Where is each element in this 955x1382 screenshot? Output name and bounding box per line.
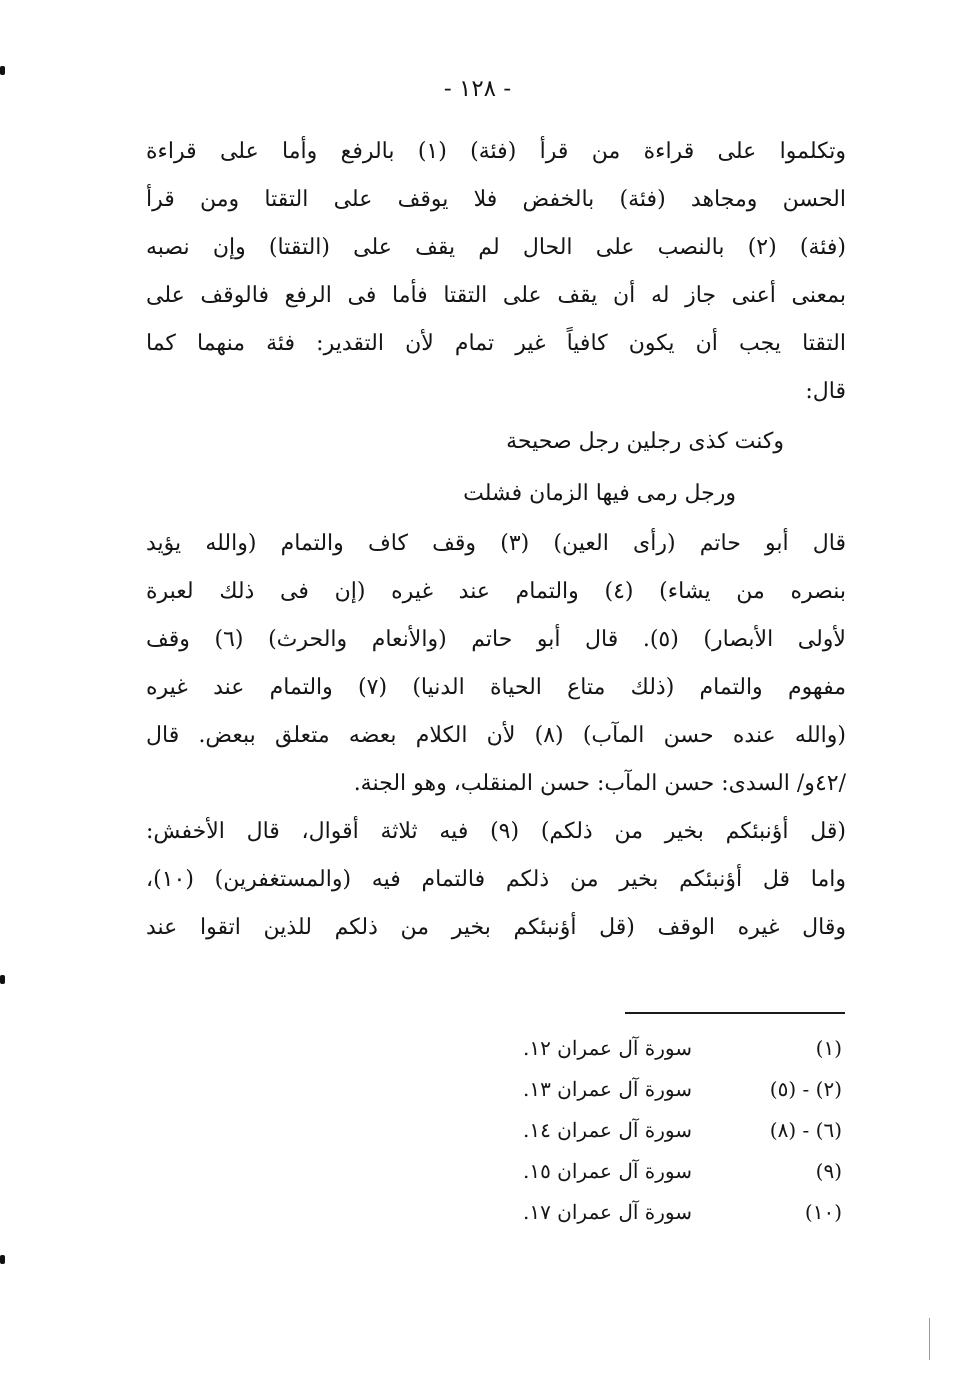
text-line: وقال غيره الوقف (قل أؤنبئكم بخير من ذلكم للذين اتقوا عند <box>146 915 846 940</box>
text-line: وتكلموا على قراءة من قرأ (فئة) (١) بالرفع وأما على قراءة <box>146 139 846 164</box>
footnote <box>470 1069 842 1110</box>
scan-margin-line <box>929 1318 930 1360</box>
footnote-ref: (٦) - (٨) <box>769 1118 842 1142</box>
text-line: (والله عنده حسن المآب) (٨) لأن الكلام بعضه متعلق ببعض. قال <box>146 723 846 748</box>
page-number: - ١٢٨ - <box>443 76 512 102</box>
text-line: بمعنى أعنى جاز له أن يقف على التقتا فأما فى الرفع فالوقف على <box>146 283 846 308</box>
footnote-source: سورة آل عمران ١٢. <box>522 1036 692 1060</box>
footnote <box>470 1110 842 1151</box>
footnote <box>470 1151 842 1192</box>
text-line: التقتا يجب أن يكون كافياً غير تمام لأن التقدير: فئة منهما كما <box>146 331 846 356</box>
text-line: واما قل أؤنبئكم بخير من ذلكم فالتمام فيه (والمستغفرين) (١٠)، <box>146 867 846 892</box>
text-line: قال: <box>805 379 846 404</box>
footnote <box>470 1028 842 1069</box>
text-line: /٤٢و/ السدى: حسن المآب: حسن المنقلب، وهو الجنة. <box>353 771 846 796</box>
scan-edge-mark <box>0 975 5 984</box>
footnote-source: سورة آل عمران ١٥. <box>522 1159 692 1183</box>
footnote-ref: (١٠) <box>804 1200 842 1224</box>
text-line: (قل أؤنبئكم بخير من ذلكم) (٩) فيه ثلاثة أقوال، قال الأخفش: <box>146 819 846 844</box>
footnote-ref: (١) <box>815 1036 842 1060</box>
footnote-ref: (٢) - (٥) <box>769 1077 842 1101</box>
verse-line: ورجل رمى فيها الزمان فشلت <box>463 481 736 506</box>
text-line: مفهوم والتمام (ذلك متاع الحياة الدنيا) (٧) والتمام عند غيره <box>146 675 846 700</box>
text-line: الحسن ومجاهد (فئة) بالخفض فلا يوقف على التقتا ومن قرأ <box>146 187 846 212</box>
scan-edge-mark <box>0 1255 5 1264</box>
footnote-ref: (٩) <box>815 1159 842 1183</box>
verse-line: وكنت كذى رجلين رجل صحيحة <box>506 429 784 454</box>
footnote-divider <box>625 1012 845 1014</box>
main-text <box>146 128 846 952</box>
footnote-source: سورة آل عمران ١٣. <box>522 1077 692 1101</box>
text-line: بنصره من يشاء) (٤) والتمام عند غيره (إن فى ذلك لعبرة <box>146 579 846 604</box>
scan-edge-mark <box>0 66 5 75</box>
footnote <box>470 1192 842 1233</box>
text-line: قال أبو حاتم (رأى العين) (٣) وقف كاف والتمام (والله يؤيد <box>146 531 846 556</box>
footnotes <box>470 1028 842 1233</box>
footnote-source: سورة آل عمران ١٧. <box>522 1200 692 1224</box>
text-line: (فئة) (٢) بالنصب على الحال لم يقف على (التقتا) وإن نصبه <box>146 235 846 260</box>
text-line: لأولى الأبصار) (٥). قال أبو حاتم (والأنعام والحرث) (٦) وقف <box>146 627 846 652</box>
footnote-source: سورة آل عمران ١٤. <box>522 1118 692 1142</box>
